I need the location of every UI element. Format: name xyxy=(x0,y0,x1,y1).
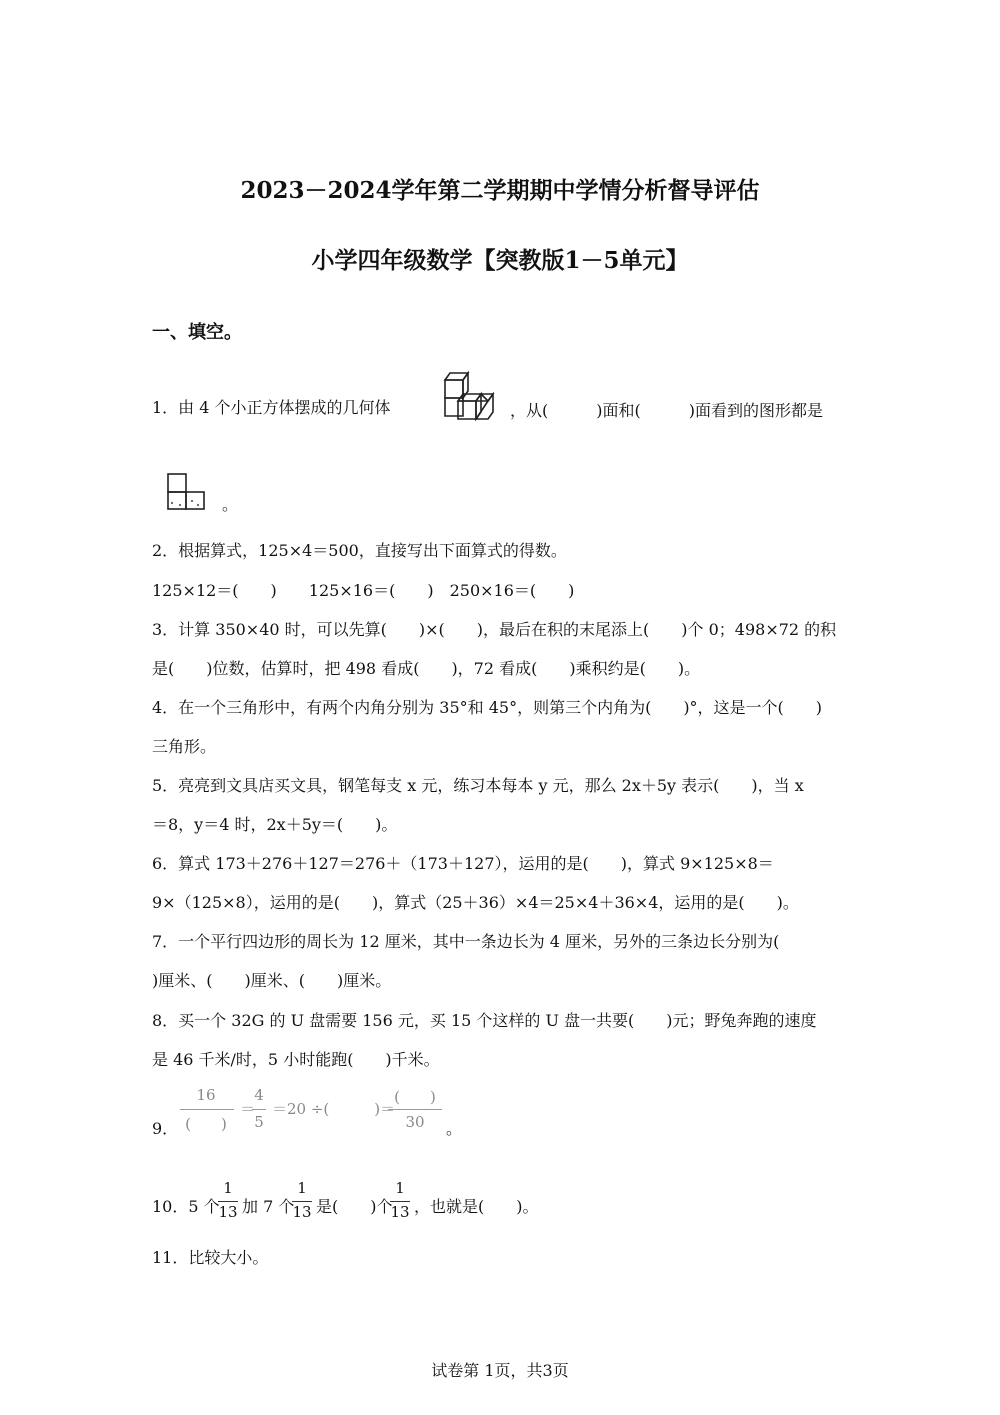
question-2-line-1: 2．根据算式，125×4＝500，直接写出下面算式的得数。 xyxy=(152,541,567,560)
q10-fraction-3-numerator: 1 xyxy=(395,1179,405,1197)
question-2-line-2: 125×12＝( ) 125×16＝( ) 250×16＝( ) xyxy=(152,581,575,600)
question-6-line-2: 9×（125×8），运用的是( )，算式（25＋36）×4＝25×4＋36×4，运用的是( )。 xyxy=(152,893,799,912)
question-8-line-2: 是 46 千米/时，5 小时能跑( )千米。 xyxy=(152,1050,440,1069)
q9-fraction-2-bar xyxy=(252,1109,266,1110)
question-1-text: 1．由 4 个小正方体摆成的几何体 xyxy=(152,398,391,417)
q9-fraction-2-denominator: 5 xyxy=(254,1113,264,1131)
cube-stack-icon xyxy=(440,370,496,422)
question-10-text-3: ，也就是( )。 xyxy=(414,1197,539,1216)
question-10-text-1: 加 7 个 xyxy=(242,1197,295,1216)
question-6-line-1: 6．算式 173＋276＋127＝276＋（173＋127），运用的是( )，算式 9×125×8＝ xyxy=(152,854,774,873)
question-4-line-1: 4．在一个三角形中，有两个内角分别为 35°和 45°，则第三个内角为( )°，这是一个( ) xyxy=(152,698,823,717)
q9-fraction-3-denominator: 30 xyxy=(405,1113,425,1131)
q10-fraction-3-denominator: 13 xyxy=(390,1203,410,1221)
question-10-label: 10．5 个 xyxy=(152,1197,220,1216)
q9-fraction-3-bar xyxy=(388,1109,442,1110)
q10-fraction-2-numerator: 1 xyxy=(297,1179,307,1197)
question-8-line-1: 8．买一个 32G 的 U 盘需要 156 元，买 15 个这样的 U 盘一共要( )元；野兔奔跑的速度 xyxy=(152,1011,817,1030)
question-11-line-1: 11．比较大小。 xyxy=(152,1248,269,1267)
q9-fraction-1-bar xyxy=(180,1109,234,1110)
question-7-line-2: )厘米、( )厘米、( )厘米。 xyxy=(152,971,392,990)
q10-fraction-3-bar xyxy=(390,1201,410,1202)
question-10-text-2: 是( )个 xyxy=(316,1197,393,1216)
question-3-line-1: 3．计算 350×40 时，可以先算( )×( )，最后在积的末尾添上( )个 0；498×72 的积 xyxy=(152,620,837,639)
q10-fraction-1-numerator: 1 xyxy=(223,1179,233,1197)
question-9-end: 。 xyxy=(446,1119,463,1138)
question-1-text-cont: ，从( )面和( )面看到的图形都是 xyxy=(510,401,823,420)
q10-fraction-1-denominator: 13 xyxy=(218,1203,238,1221)
question-5-line-2: ＝8，y＝4 时，2x＋5y＝( )。 xyxy=(152,815,398,834)
q9-fraction-2-numerator: 4 xyxy=(254,1086,264,1104)
q9-equals-1: ＝ xyxy=(240,1100,256,1118)
question-4-line-2: 三角形。 xyxy=(152,737,217,756)
q9-fraction-1-denominator: ( ) xyxy=(185,1115,227,1133)
q9-fraction-3-numerator: ( ) xyxy=(394,1088,436,1106)
question-3-line-2: 是( )位数，估算时，把 498 看成( )，72 看成( )乘积约是( )。 xyxy=(152,659,701,678)
question-7-line-1: 7．一个平行四边形的周长为 12 厘米，其中一条边长为 4 厘米，另外的三条边长分别为( xyxy=(152,932,780,951)
view-shape-icon xyxy=(166,472,208,512)
section-heading-fill-blank: 一、填空。 xyxy=(152,322,242,343)
exam-title: 2023－2024学年第二学期期中学情分析督导评估 xyxy=(240,177,760,204)
page-footer: 试卷第 1页，共3页 xyxy=(431,1361,569,1380)
q10-fraction-2-bar xyxy=(292,1201,312,1202)
question-1-end: 。 xyxy=(222,495,239,514)
q10-fraction-2-denominator: 13 xyxy=(292,1203,312,1221)
q9-fraction-1-numerator: 16 xyxy=(196,1086,216,1104)
question-5-line-1: 5．亮亮到文具店买文具，钢笔每支 x 元，练习本每本 y 元，那么 2x＋5y 表示( )，当 x xyxy=(152,776,804,795)
question-9-label: 9． xyxy=(152,1119,179,1138)
exam-subtitle: 小学四年级数学【突教版1－5单元】 xyxy=(311,247,689,274)
q10-fraction-1-bar xyxy=(218,1201,238,1202)
q9-middle-expression: ＝20 ÷( )＝ xyxy=(272,1100,396,1118)
